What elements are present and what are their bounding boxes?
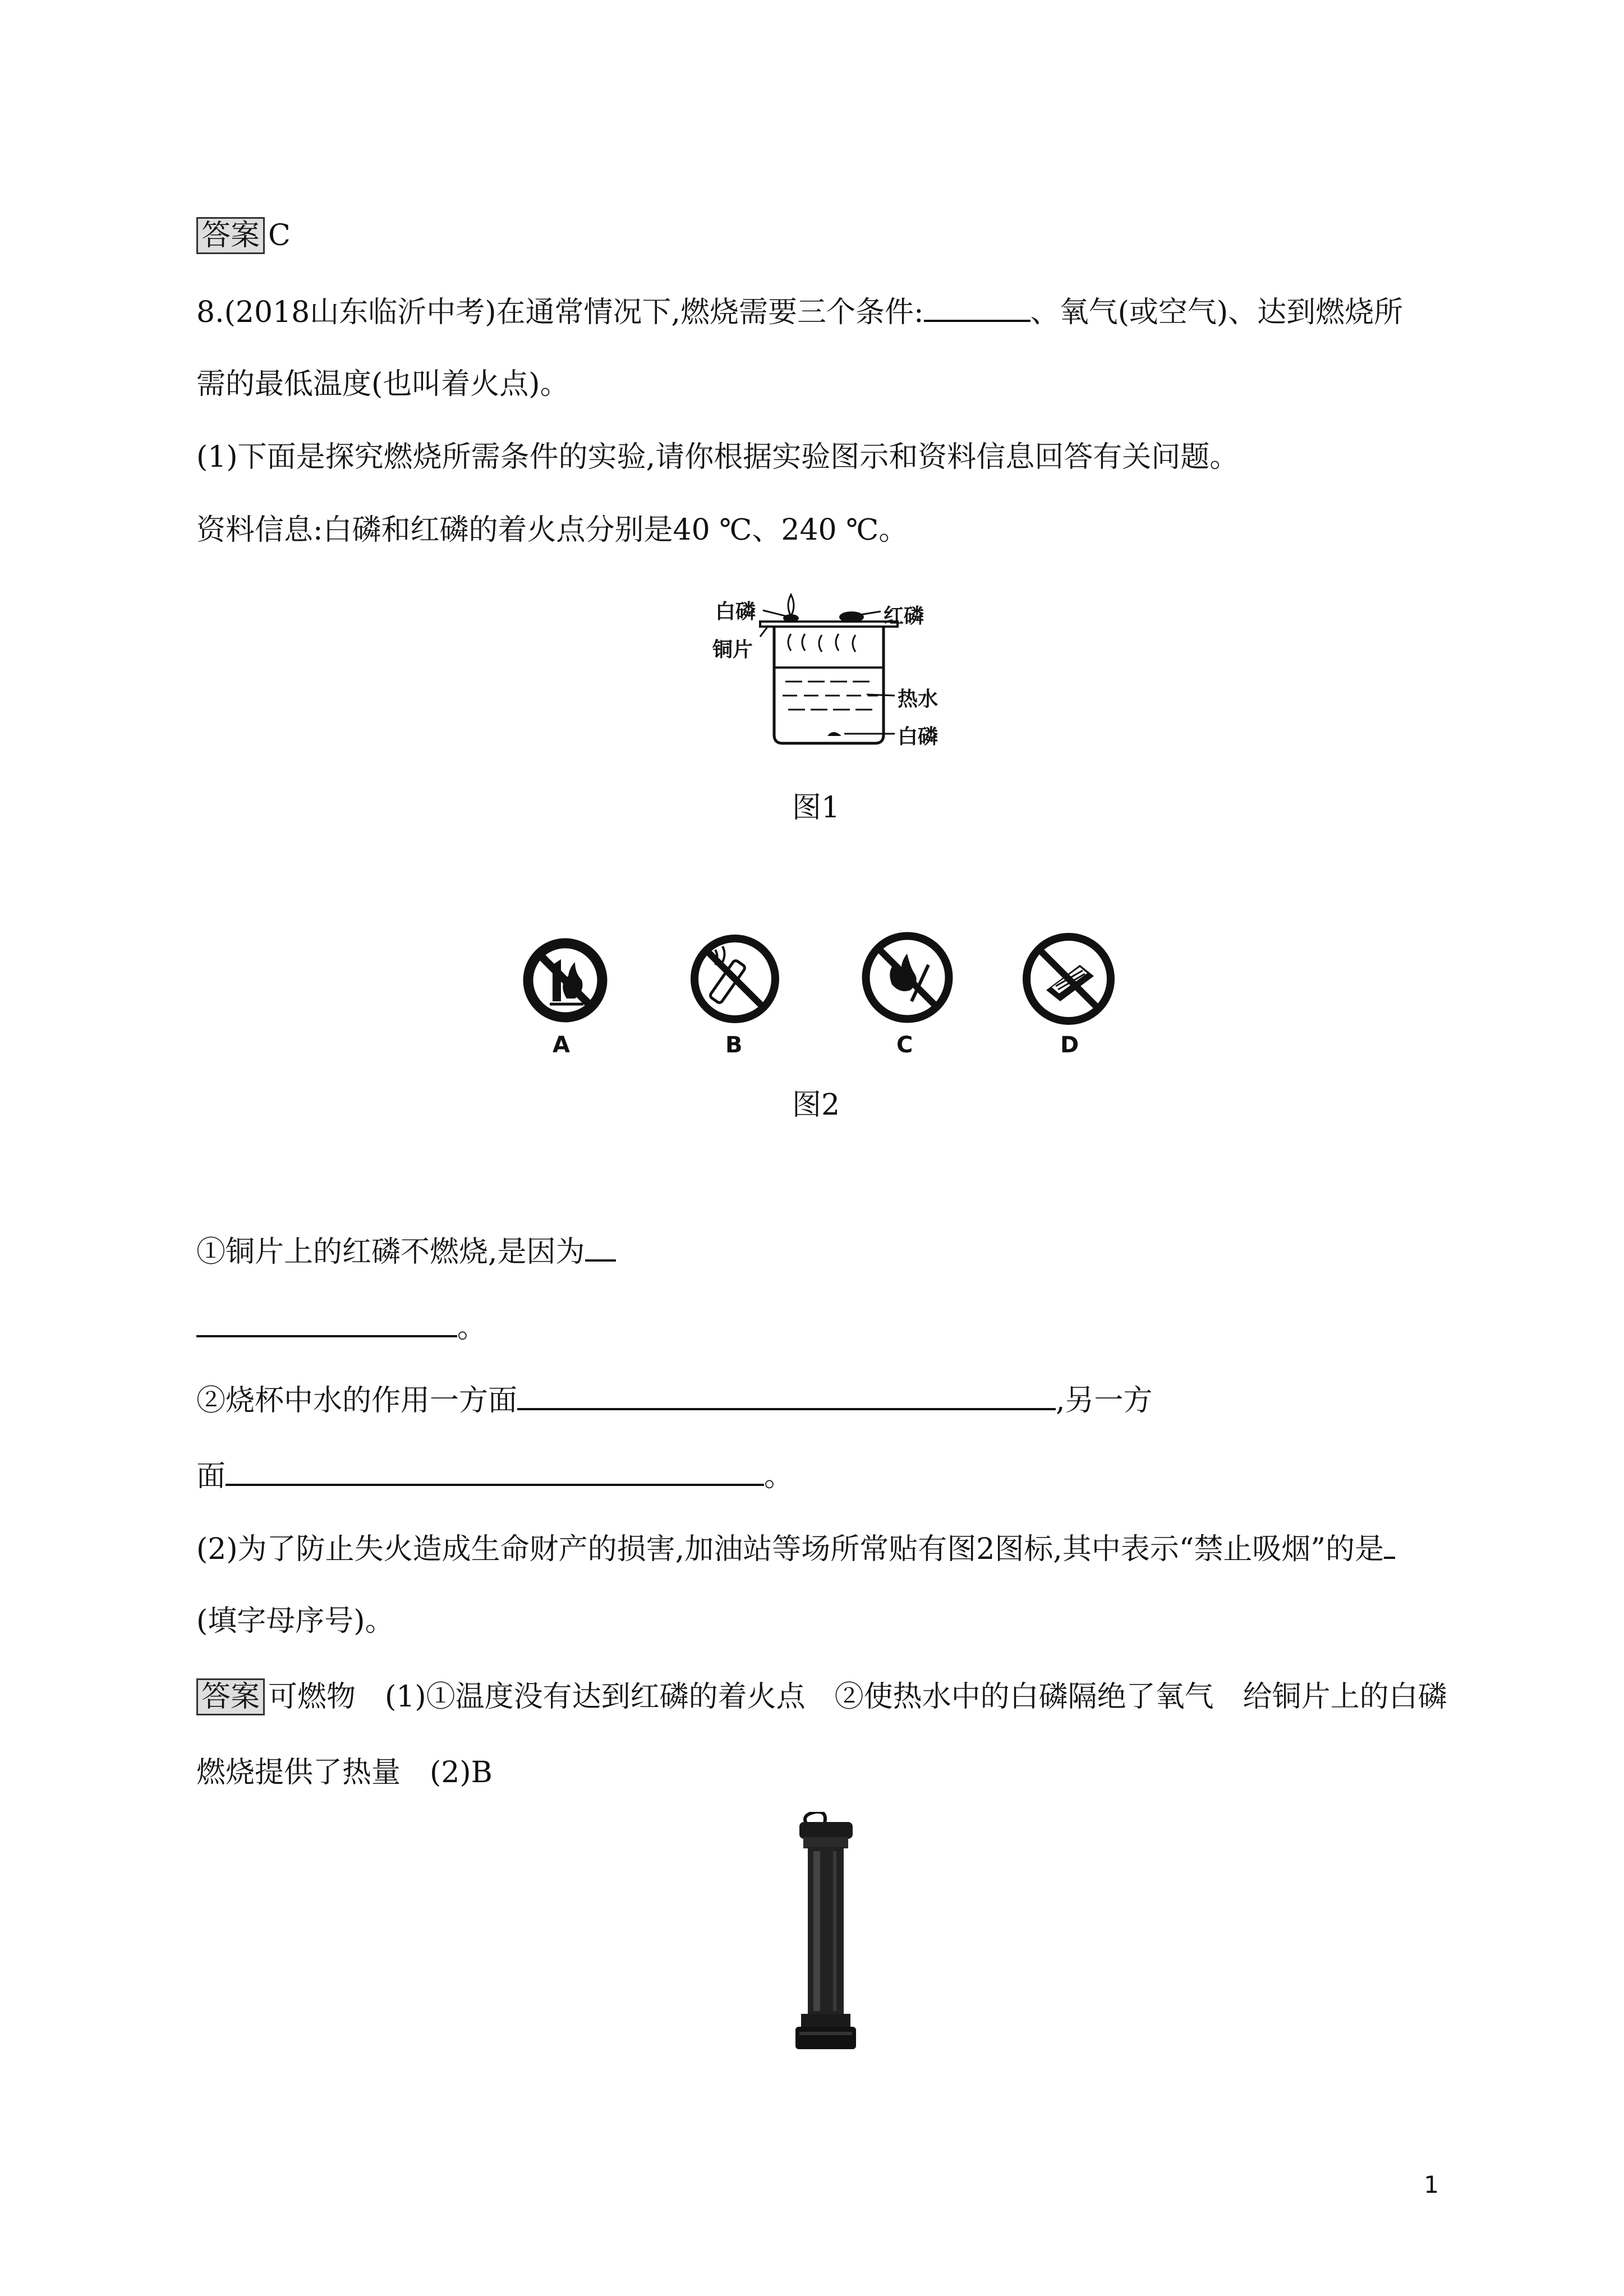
blank-q2-a[interactable] (517, 1380, 1056, 1410)
question-1-end: 。 (457, 1311, 487, 1345)
question-1-line2 (196, 1307, 486, 1347)
question-8-stem (196, 292, 1403, 332)
sign-d-no-matches-icon (1021, 931, 1116, 1027)
blank-q1-a[interactable] (585, 1231, 616, 1262)
label-white-phosphorus-bottom: 白磷 (898, 725, 938, 748)
sub-question-2-line2: (填字母序号)。 (196, 1604, 394, 1638)
answer-text-line1: 可燃物 (1)①温度没有达到红磷的着火点 ②使热水中的白磷隔绝了氧气 给铜片上的白磷 (268, 1680, 1447, 1714)
sign-c-no-open-flame-icon (861, 931, 954, 1024)
answer-line-2 (196, 1677, 1447, 1717)
answer-value: C (268, 219, 291, 252)
question-2-line (196, 1380, 1153, 1420)
question-2-text: ②烧杯中水的作用一方面 (196, 1384, 518, 1418)
question-1-line (196, 1231, 616, 1272)
sign-label-a: A (553, 1032, 570, 1058)
answer-line-3: 燃烧提供了热量 (2)B (196, 1756, 493, 1789)
blank-combustible[interactable] (924, 292, 1030, 322)
blank-sub2[interactable] (1384, 1529, 1395, 1559)
question-2-line2 (196, 1456, 793, 1496)
lantern-image (785, 1812, 864, 2053)
sign-label-d: D (1060, 1032, 1079, 1058)
sub-question-2-line1 (196, 1529, 1395, 1569)
question-2-end: 。 (764, 1460, 794, 1493)
sign-b-no-smoking-icon (690, 934, 780, 1024)
label-copper-sheet: 铜片 (712, 638, 753, 661)
answer-line-1 (196, 216, 291, 255)
answer-tag-2: 答案 (196, 1678, 265, 1715)
sub-question-2-text: (2)为了防止失火造成生命财产的损害,加油站等场所常贴有图2图标,其中表示“禁止吸烟”的是 (196, 1533, 1384, 1566)
sign-label-b: B (725, 1032, 743, 1058)
sign-a-no-fire-icon (519, 934, 611, 1027)
sign-label-c: C (896, 1032, 913, 1058)
blank-q1-b[interactable] (196, 1307, 457, 1337)
info-line: 资料信息:白磷和红磷的着火点分别是40 ℃、240 ℃。 (196, 513, 908, 547)
sub-question-1: (1)下面是探究燃烧所需条件的实验,请你根据实验图示和资料信息回答有关问题。 (196, 440, 1239, 474)
question-1-text: ①铜片上的红磷不燃烧,是因为 (196, 1235, 585, 1269)
figure-1-caption: 图1 (792, 791, 840, 825)
answer-tag: 答案 (196, 217, 265, 254)
question-2-line2-text: 面 (196, 1460, 226, 1493)
question-8-stem-line2: 需的最低温度(也叫着火点)。 (196, 367, 569, 401)
question-8-stem-part1: 8.(2018山东临沂中考)在通常情况下,燃烧需要三个条件: (196, 296, 924, 329)
label-red-phosphorus: 红磷 (884, 605, 924, 628)
figure-2-caption: 图2 (792, 1088, 840, 1122)
question-8-stem-part2: 、氧气(或空气)、达到燃烧所 (1030, 296, 1404, 329)
blank-q2-b[interactable] (226, 1456, 764, 1486)
label-white-phosphorus-top: 白磷 (715, 600, 756, 623)
page-number: 1 (1424, 2171, 1439, 2198)
label-hot-water: 热水 (898, 688, 938, 711)
question-2-mid: ,另一方 (1056, 1384, 1153, 1418)
